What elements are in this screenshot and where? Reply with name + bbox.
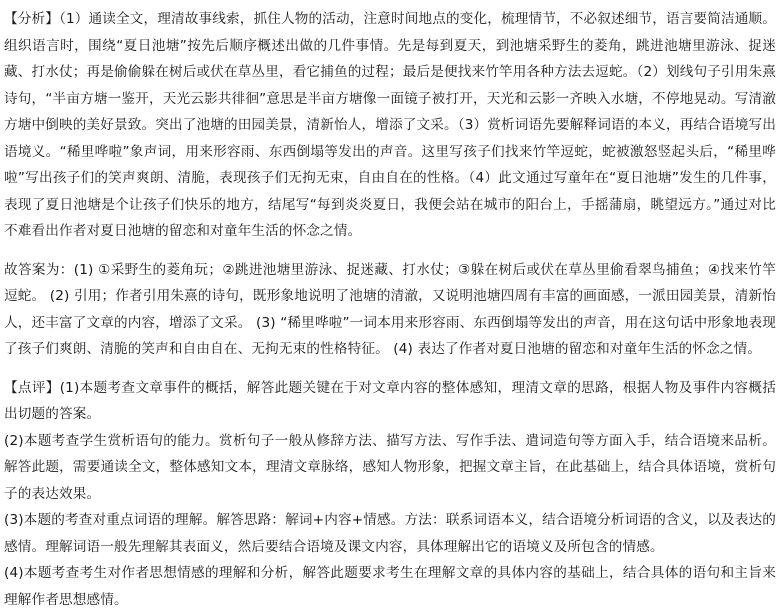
- answer-section: [4, 257, 776, 363]
- comment-section: [4, 375, 776, 613]
- comment-paragraph-2: (2)本题考查学生赏析语句的能力。赏析句子一般从修辞方法、描写方法、写作手法、遣词造句等方面入手，结合语境来品析。解答此题，需要通读全文，整体感知文本，理清文章脉络，感知人物形象，把握文章主旨，在此基础上，结合具体语境，赏析句子的表达效果。: [4, 428, 776, 508]
- section-gap: [4, 245, 776, 257]
- comment-paragraph-1: 【点评】(1)本题考查文章事件的概括，解答此题关键在于对文章内容的整体感知，理清文章的思路，根据人物及事件内容概括出切题的答案。: [4, 375, 776, 428]
- answer-paragraph: 故答案为：(1) ①采野生的菱角玩；②跳进池塘里游泳、捉迷藏、打水仗；③躲在树后或伏在草丛里偷看翠鸟捕鱼；④找来竹竿逗蛇。 (2) 引用；作者引用朱熹的诗句，既形象地说明了池塘的清澈，又说明池塘四周有丰富的画面感，一派田园美景，清新怡人，还丰富了文章的内容，增添了文采。 (3) “稀里哗啦”一词本用来形容雨、东西倒塌等发出的声音，用在这句话中形象地表现了孩子们爽朗、清脆的笑声和自由自在、无拘无束的性格特征。 (4) 表达了作者对夏日池塘的留恋和对童年生活的怀念之情。: [4, 257, 776, 363]
- analysis-paragraph: 【分析】（1）通读全文，理清故事线索，抓住人物的活动，注意时间地点的变化，梳理情节，不必叙述细节，语言要简洁通顺。组织语言时，围绕“夏日池塘”按先后顺序概述出做的几件事情。先是每到夏天，到池塘采野生的菱角，跳进池塘里游泳、捉迷藏、打水仗；再是偷偷躲在树后或伏在草丛里，看它捕鱼的过程；最后是便找来竹竿用各种方法去逗蛇。（2）划线句子引用朱熹诗句，“半亩方塘一鉴开，天光云影共徘徊”意思是半亩方塘像一面镜子被打开，天光和云影一齐映入水塘，不停地晃动。写清澈方塘中倒映的美好景致。突出了池塘的田园美景，清新怡人，增添了文采。（3）赏析词语先要解释词语的本义，再结合语境写出语境义。“稀里哗啦”象声词，用来形容雨、东西倒塌等发出的声音。这里写孩子们找来竹竿逗蛇，蛇被激怒竖起头后，“稀里哗啦”写出孩子们的笑声爽朗、清脆，表现孩子们无拘无束，自由自在的性格。（4）此文通过写童年在“夏日池塘”发生的几件事，表现了夏日池塘是个让孩子们快乐的地方，结尾写“每到炎炎夏日，我便会站在城市的阳台上，手摇蒲扇，眺望远方。”通过对比不难看出作者对夏日池塘的留恋和对童年生活的怀念之情。: [4, 6, 776, 245]
- section-gap: [4, 363, 776, 375]
- comment-paragraph-4: (4)本题考查考生对作者思想情感的理解和分析，解答此题要求考生在理解文章的具体内容的基础上，结合具体的语句和主旨来理解作者思想感情。: [4, 560, 776, 613]
- comment-paragraph-3: (3)本题的考查对重点词语的理解。解答思路：解词+内容+情感。方法：联系词语本义，结合语境分析词语的含义，以及表达的感情。理解词语一般先理解其表面义，然后要结合语境及课文内容，具体理解出它的语境义及所包含的情感。: [4, 507, 776, 560]
- analysis-section: [4, 6, 776, 245]
